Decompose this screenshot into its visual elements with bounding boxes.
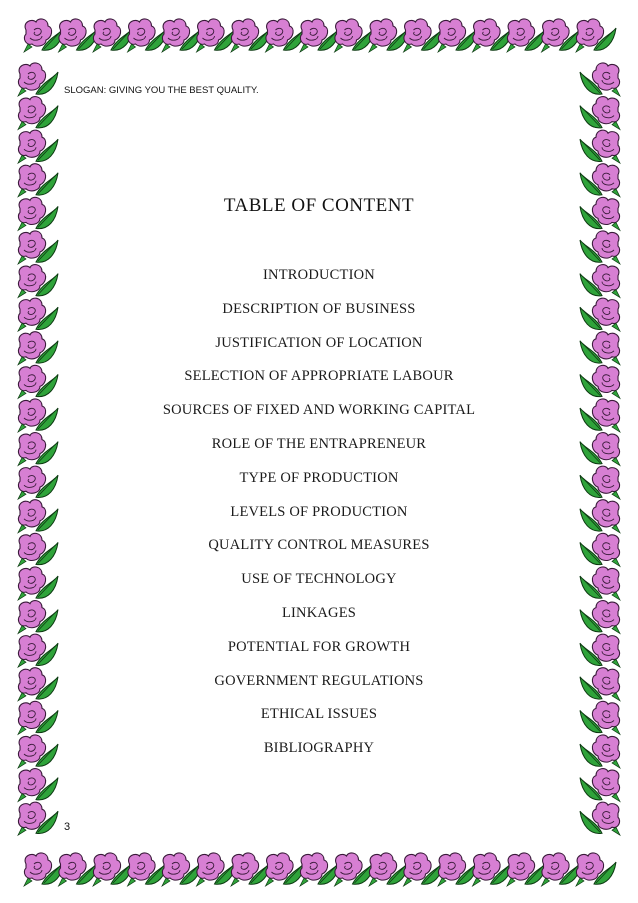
rose-motif (404, 19, 444, 52)
page-number: 3 (64, 821, 71, 833)
rose-motif (438, 19, 478, 52)
rose-motif (473, 853, 513, 886)
rose-motif (438, 853, 478, 886)
rose-motif (580, 802, 620, 835)
toc-item-bibliography: BIBLIOGRAPHY (263, 740, 375, 757)
rose-motif (473, 19, 513, 52)
rose-motif (507, 19, 547, 52)
rose-motif (128, 853, 168, 886)
toc-item-justification-of-location: JUSTIFICATION OF LOCATION (215, 334, 423, 351)
rose-motif (335, 19, 375, 52)
toc-item-linkages: LINKAGES (281, 604, 357, 621)
rose-motif (335, 853, 375, 886)
rose-motif (369, 853, 409, 886)
rose-motif (580, 97, 620, 130)
toc-item-sources-of-capital: SOURCES OF FIXED AND WORKING CAPITAL (162, 402, 476, 419)
toc-item-levels-of-production: LEVELS OF PRODUCTION (230, 503, 408, 520)
rose-motif (404, 853, 444, 886)
rose-motif (580, 164, 620, 197)
rose-motif (18, 164, 58, 197)
toc-item-government-regulations: GOVERNMENT REGULATIONS (214, 672, 424, 689)
rose-motif (93, 19, 133, 52)
rose-motif (128, 19, 168, 52)
rose-motif (197, 853, 237, 886)
rose-motif (507, 853, 547, 886)
toc-item-quality-control: QUALITY CONTROL MEASURES (208, 537, 430, 554)
toc-item-use-of-technology: USE OF TECHNOLOGY (241, 571, 397, 588)
rose-motif (18, 97, 58, 130)
rose-motif (580, 769, 620, 802)
rose-motif (18, 769, 58, 802)
rose-motif (18, 130, 58, 163)
rose-motif (197, 19, 237, 52)
rose-motif (93, 853, 133, 886)
rose-motif (580, 130, 620, 163)
toc-item-role-of-entrepreneur: ROLE OF THE ENTRAPRENEUR (211, 435, 427, 452)
toc-item-description-of-business: DESCRIPTION OF BUSINESS (222, 300, 416, 317)
rose-motif (162, 853, 202, 886)
header-slogan: SLOGAN: GIVING YOU THE BEST QUALITY. (64, 85, 259, 96)
rose-motif (266, 853, 306, 886)
toc-item-selection-of-labour: SELECTION OF APPROPRIATE LABOUR (184, 368, 454, 385)
rose-motif (162, 19, 202, 52)
rose-border-top (0, 0, 638, 66)
rose-motif (18, 63, 58, 96)
rose-motif (369, 19, 409, 52)
rose-motif (300, 19, 340, 52)
rose-motif (231, 19, 271, 52)
table-of-contents-list (0, 262, 638, 769)
rose-motif (18, 802, 58, 835)
rose-motif (18, 231, 58, 264)
toc-item-introduction: INTRODUCTION (263, 267, 375, 283)
toc-item-ethical-issues: ETHICAL ISSUES (260, 706, 378, 723)
rose-motif (266, 19, 306, 52)
toc-item-type-of-production: TYPE OF PRODUCTION (239, 469, 399, 486)
page-title: TABLE OF CONTENT (223, 195, 415, 216)
rose-motif (580, 63, 620, 96)
rose-motif (580, 231, 620, 264)
rose-motif (231, 853, 271, 886)
toc-item-potential-for-growth: POTENTIAL FOR GROWTH (227, 638, 411, 655)
rose-border-bottom (0, 836, 638, 903)
rose-motif (300, 853, 340, 886)
